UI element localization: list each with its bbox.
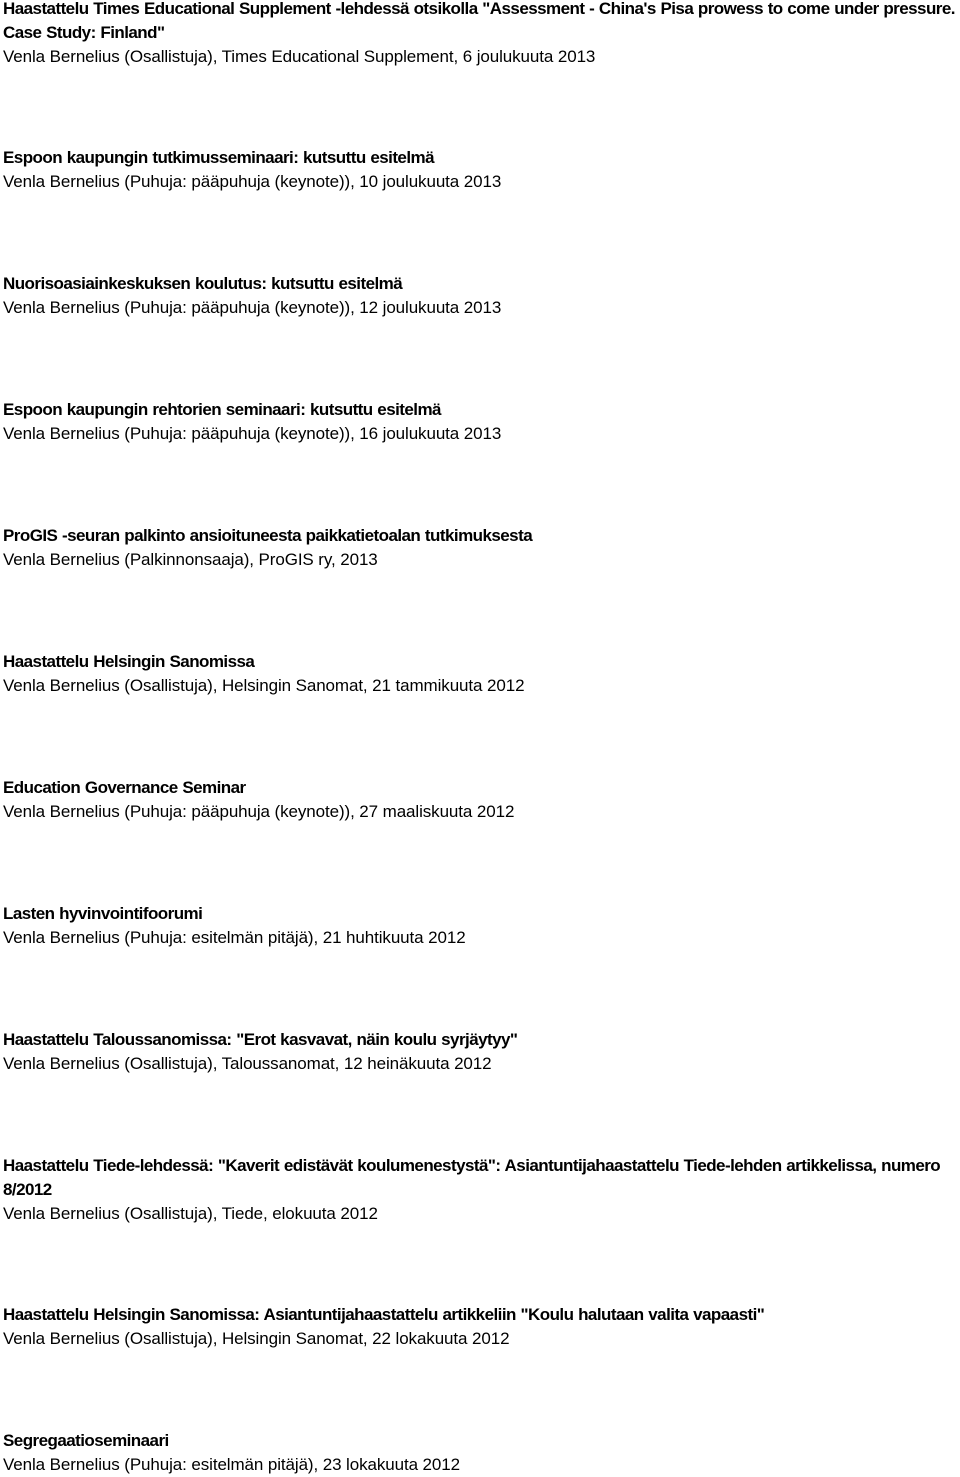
entry-meta: Venla Bernelius (Osallistuja), Tiede, elokuuta 2012 (3, 1204, 378, 1223)
list-item (3, 0, 958, 69)
entry-title: Lasten hyvinvointifoorumi (3, 904, 203, 923)
list-item (3, 1154, 958, 1226)
entry-title: Espoon kaupungin rehtorien seminaari: kutsuttu esitelmä (3, 400, 441, 419)
entry-title: Education Governance Seminar (3, 778, 246, 797)
entry-title: Haastattelu Tiede-lehdessä: "Kaverit edistävät koulumenestystä": Asiantuntijahaastattelu Tiede-lehden artikkelissa, numero 8/2012 (3, 1156, 941, 1199)
entry-title: Haastattelu Times Educational Supplement -lehdessä otsikolla "Assessment - China's Pisa prowess to come under pressure. Case Study: Finland" (3, 0, 955, 42)
list-item (3, 272, 958, 320)
list-item (3, 146, 958, 194)
entry-title: Haastattelu Helsingin Sanomissa: Asiantuntijahaastattelu artikkeliin "Koulu halutaan valita vapaasti" (3, 1305, 765, 1324)
list-item (3, 1429, 958, 1477)
list-item (3, 1028, 958, 1076)
entry-meta: Venla Bernelius (Osallistuja), Times Educational Supplement, 6 joulukuuta 2013 (3, 47, 596, 66)
entry-meta: Venla Bernelius (Palkinnonsaaja), ProGIS ry, 2013 (3, 550, 378, 569)
entry-meta: Venla Bernelius (Puhuja: pääpuhuja (keynote)), 27 maaliskuuta 2012 (3, 802, 515, 821)
entry-title: Haastattelu Taloussanomissa: "Erot kasvavat, näin koulu syrjäytyy" (3, 1030, 518, 1049)
entry-meta: Venla Bernelius (Osallistuja), Helsingin Sanomat, 21 tammikuuta 2012 (3, 676, 525, 695)
entry-meta: Venla Bernelius (Puhuja: esitelmän pitäjä), 21 huhtikuuta 2012 (3, 928, 466, 947)
list-item (3, 776, 958, 824)
entry-meta: Venla Bernelius (Puhuja: pääpuhuja (keynote)), 16 joulukuuta 2013 (3, 424, 502, 443)
entry-title: Nuorisoasiainkeskuksen koulutus: kutsuttu esitelmä (3, 274, 403, 293)
entry-title: Espoon kaupungin tutkimusseminaari: kutsuttu esitelmä (3, 148, 434, 167)
entry-meta: Venla Bernelius (Osallistuja), Taloussanomat, 12 heinäkuuta 2012 (3, 1054, 492, 1073)
entry-title: ProGIS -seuran palkinto ansioituneesta paikkatietoalan tutkimuksesta (3, 526, 533, 545)
entry-meta: Venla Bernelius (Puhuja: esitelmän pitäjä), 23 lokakuuta 2012 (3, 1455, 460, 1474)
list-item (3, 1303, 958, 1351)
list-item (3, 650, 958, 698)
list-item (3, 398, 958, 446)
entry-meta: Venla Bernelius (Osallistuja), Helsingin Sanomat, 22 lokakuuta 2012 (3, 1329, 510, 1348)
list-item (3, 902, 958, 950)
entry-meta: Venla Bernelius (Puhuja: pääpuhuja (keynote)), 12 joulukuuta 2013 (3, 298, 502, 317)
entry-title: Haastattelu Helsingin Sanomissa (3, 652, 255, 671)
entry-title: Segregaatioseminaari (3, 1431, 169, 1450)
list-item (3, 524, 958, 572)
entry-meta: Venla Bernelius (Puhuja: pääpuhuja (keynote)), 10 joulukuuta 2013 (3, 172, 502, 191)
